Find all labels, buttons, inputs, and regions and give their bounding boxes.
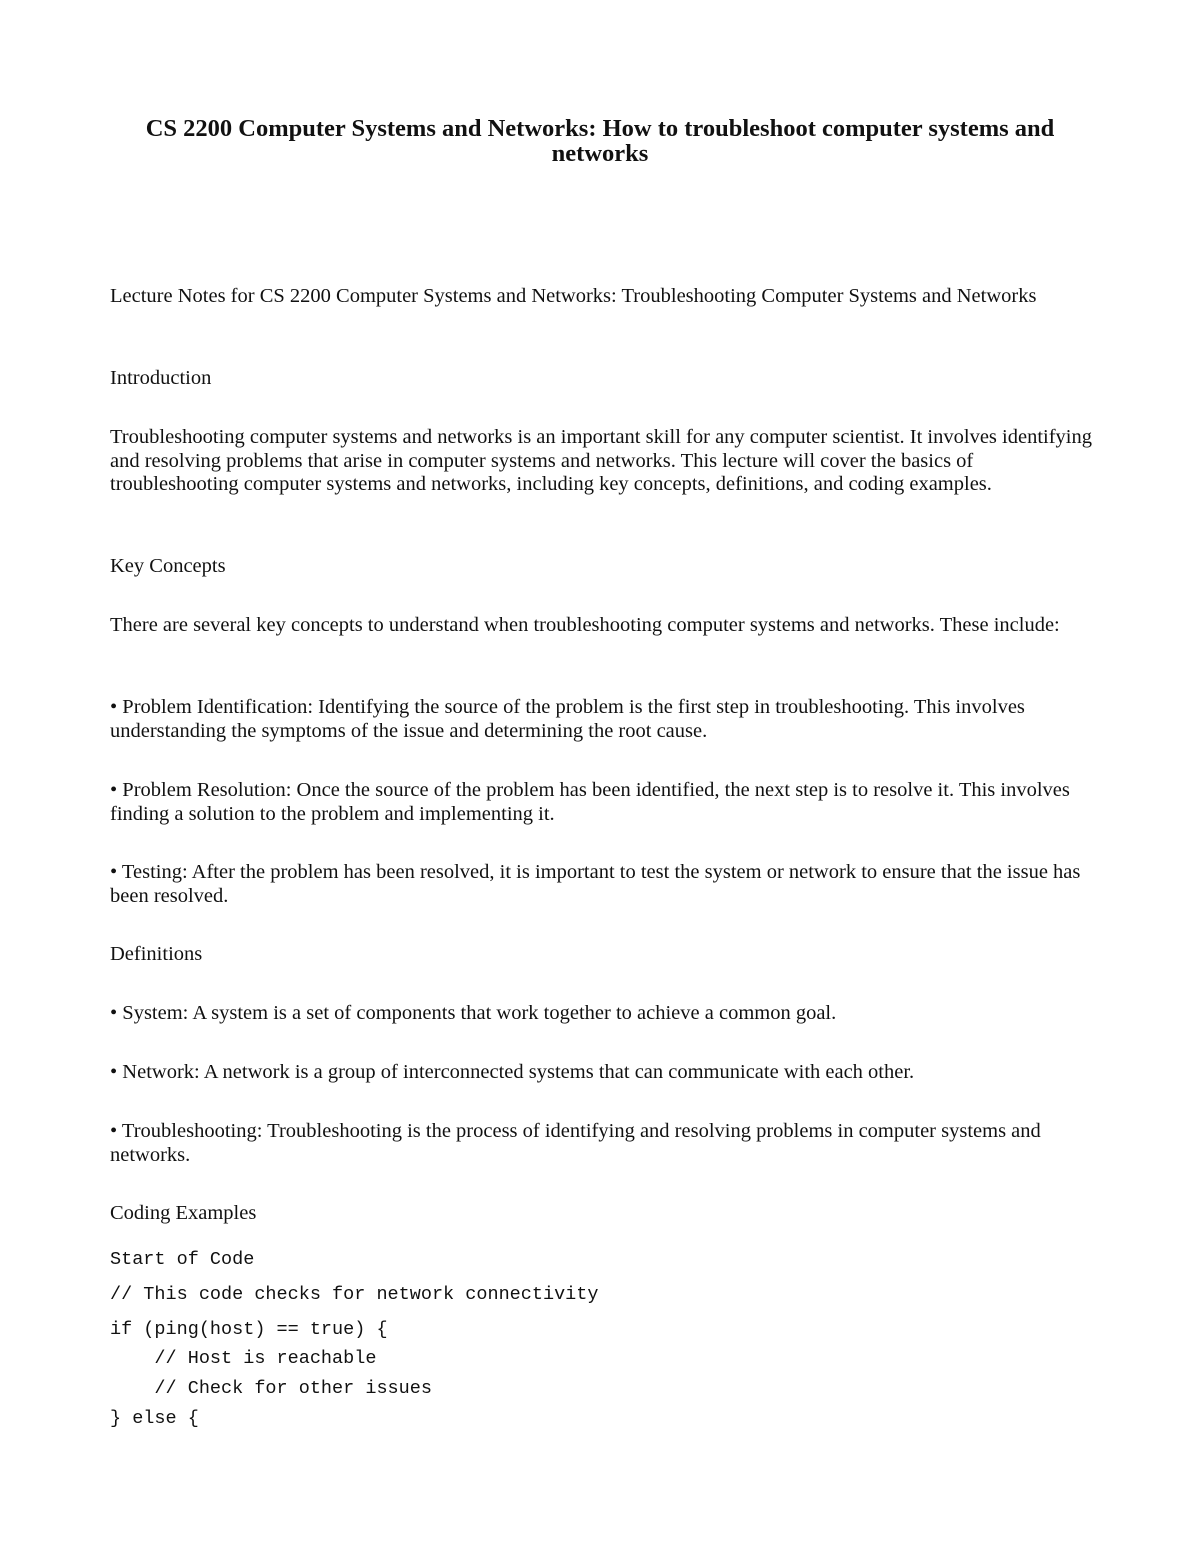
code-line: // This code checks for network connectivity bbox=[110, 1284, 599, 1305]
key-concepts-heading: Key Concepts bbox=[110, 555, 226, 577]
code-line: Start of Code bbox=[110, 1249, 255, 1270]
lecture-subtitle: Lecture Notes for CS 2200 Computer Systems and Networks: Troubleshooting Computer Systems and Networks bbox=[110, 285, 1037, 307]
code-line: // Check for other issues bbox=[110, 1378, 432, 1399]
code-line: } else { bbox=[110, 1408, 199, 1429]
introduction-paragraph: Troubleshooting computer systems and networks is an important skill for any computer scientist. It involves identifying and resolving problems that arise in computer systems and networks. This lecture will cover the basics of troubleshooting computer systems and networks, including key concepts, definitions, and coding examples. bbox=[110, 426, 1092, 495]
code-line: if (ping(host) == true) { bbox=[110, 1319, 388, 1340]
key-concepts-intro: There are several key concepts to understand when troubleshooting computer systems and networks. These include: bbox=[110, 614, 1060, 636]
definitions-heading: Definitions bbox=[110, 943, 203, 965]
key-concept-item: • Problem Identification: Identifying the source of the problem is the first step in troubleshooting. This involves understanding the symptoms of the issue and determining the root cause. bbox=[110, 696, 1025, 742]
code-line: // Host is reachable bbox=[110, 1348, 377, 1369]
definition-item: • Troubleshooting: Troubleshooting is the process of identifying and resolving problems in computer systems and networks. bbox=[110, 1120, 1041, 1166]
document-title: CS 2200 Computer Systems and Networks: How to troubleshoot computer systems and networks bbox=[145, 115, 1055, 167]
definition-item: • System: A system is a set of components that work together to achieve a common goal. bbox=[110, 1002, 837, 1024]
definition-item: • Network: A network is a group of interconnected systems that can communicate with each other. bbox=[110, 1061, 915, 1083]
introduction-heading: Introduction bbox=[110, 367, 212, 389]
coding-examples-heading: Coding Examples bbox=[110, 1202, 257, 1224]
key-concept-item: • Testing: After the problem has been resolved, it is important to test the system or network to ensure that the issue has been resolved. bbox=[110, 861, 1081, 907]
key-concept-item: • Problem Resolution: Once the source of the problem has been identified, the next step is to resolve it. This involves finding a solution to the problem and implementing it. bbox=[110, 779, 1070, 825]
